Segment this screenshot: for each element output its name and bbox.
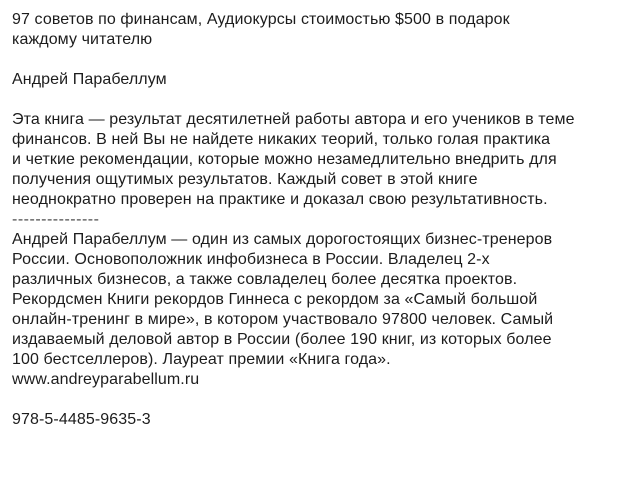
author-website[interactable] bbox=[12, 370, 627, 390]
book-title-line-2: каждому читателю bbox=[12, 31, 153, 48]
bio-line-3: различных бизнесов, а также совладелец более десятка проектов. bbox=[12, 271, 518, 288]
blank-line bbox=[12, 390, 627, 410]
description-line-1: Эта книга — результат десятилетней работы автора и его учеников в теме bbox=[12, 111, 575, 128]
bio-line-7: 100 бестселлеров). Лауреат премии «Книга года». bbox=[12, 351, 391, 368]
book-title-line-1: 97 советов по финансам, Аудиокурсы стоимостью $500 в подарок bbox=[12, 11, 510, 28]
blank-line bbox=[12, 90, 627, 110]
author-name: Андрей Парабеллум bbox=[12, 71, 167, 88]
bio-line-2: России. Основоположник инфобизнеса в России. Владелец 2-х bbox=[12, 251, 490, 268]
bio-line-1: Андрей Парабеллум — один из самых дорогостоящих бизнес-тренеров bbox=[12, 231, 553, 248]
description-line-4: получения ощутимых результатов. Каждый совет в этой книге bbox=[12, 171, 478, 188]
bio-line-5: онлайн-тренинг в мире», в котором участвовало 97800 человек. Самый bbox=[12, 311, 554, 328]
author-website-link[interactable]: www.andreyparabellum.ru bbox=[12, 371, 200, 388]
separator: --------------- bbox=[12, 211, 100, 228]
bio-line-4: Рекордсмен Книги рекордов Гиннеса с рекордом за «Самый большой bbox=[12, 291, 538, 308]
description-line-3: и четкие рекомендации, которые можно незамедлительно внедрить для bbox=[12, 151, 557, 168]
isbn: 978-5-4485-9635-3 bbox=[12, 411, 151, 428]
description-line-2: финансов. В ней Вы не найдете никаких теорий, только голая практика bbox=[12, 131, 551, 148]
blank-line bbox=[12, 50, 627, 70]
bio-line-6: издаваемый деловой автор в России (более 190 книг, из которых более bbox=[12, 331, 552, 348]
description-line-5: неоднократно проверен на практике и доказал свою результативность. bbox=[12, 191, 548, 208]
book-description bbox=[12, 10, 627, 430]
